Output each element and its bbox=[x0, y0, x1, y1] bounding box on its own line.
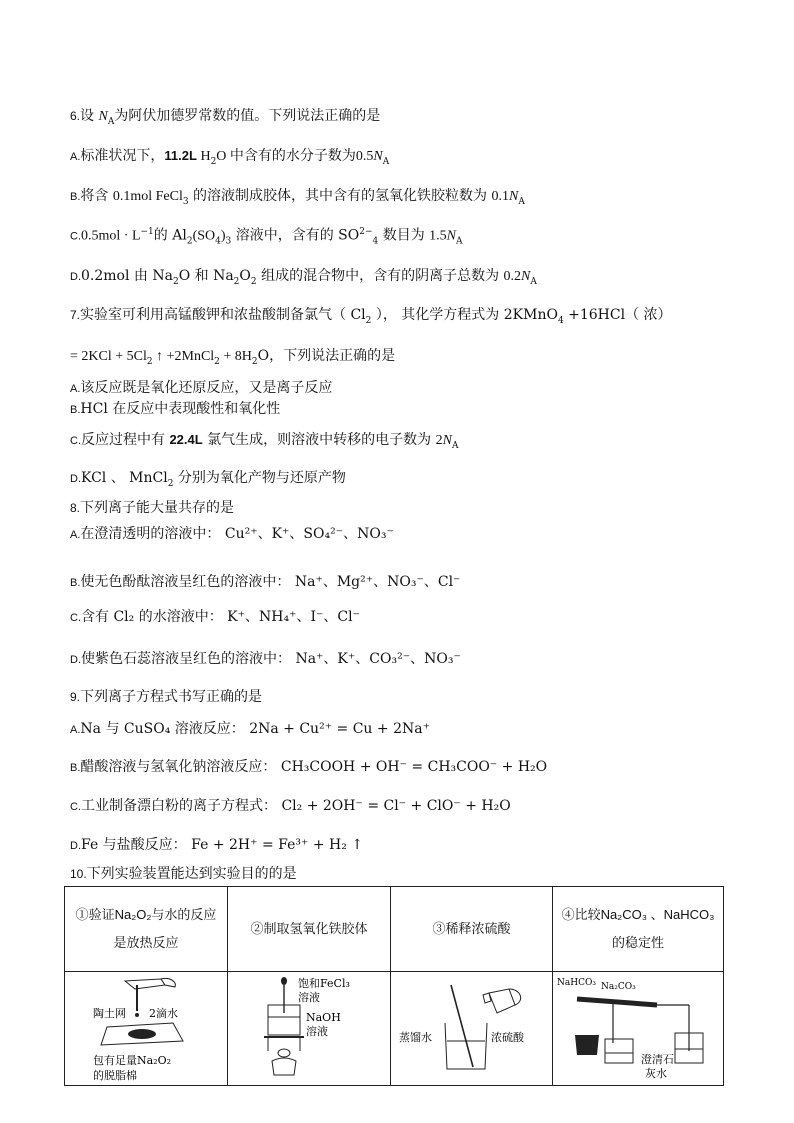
q8-option-a: A.在澄清透明的溶液中： Cu²⁺、K⁺、SO₄²⁻、NO₃⁻ bbox=[70, 526, 394, 542]
dilution-figure bbox=[391, 971, 553, 1085]
label-solution-2: 溶液 bbox=[306, 1025, 328, 1038]
q8-option-b: B.使无色酚酞溶液呈红色的溶液中： Na⁺、Mg²⁺、NO₃⁻、Cl⁻ bbox=[70, 574, 461, 590]
figure-cell-3 bbox=[391, 971, 553, 1085]
q7-option-a: A.该反应既是氧化还原反应，又是离子反应 bbox=[70, 380, 333, 396]
stability-figure bbox=[553, 971, 723, 1085]
label-two-drops-water: 2滴水 bbox=[149, 1007, 178, 1020]
table-header-2: ②制取氢氧化铁胶体 bbox=[228, 887, 391, 971]
colloid-figure bbox=[228, 971, 391, 1085]
table-header-4: ④比较Na₂CO₃ 、NaHCO₃的稳定性 bbox=[561, 907, 715, 950]
label-naoh: NaOH bbox=[306, 1011, 341, 1024]
label-conc-sulfuric-acid: 浓硫酸 bbox=[491, 1031, 524, 1044]
q6-option-d: D.0.2mol 由 $Na_2O$ 和 $Na_2O_2$ 组成的混合物中，含有的阴离子总数为 $0.2N_A$ bbox=[70, 268, 537, 287]
label-cotton: 的脱脂棉 bbox=[93, 1069, 137, 1082]
label-nahco3: NaHCO₃ bbox=[557, 978, 596, 988]
q8-option-d: D.使紫色石蕊溶液呈红色的溶液中： Na⁺、K⁺、CO₃²⁻、NO₃⁻ bbox=[70, 651, 461, 667]
label-limewater-1: 澄清石 bbox=[641, 1053, 674, 1066]
na2o2-water-figure bbox=[65, 971, 228, 1085]
label-limewater-2: 灰水 bbox=[645, 1067, 667, 1080]
label-ceramic-mesh: 陶土网 bbox=[93, 1007, 126, 1020]
q6-option-a: A.标准状况下，11.2L $H_2O$ 中含有的水分子数为$0.5N_A$ bbox=[70, 148, 390, 167]
figure-cell-2 bbox=[228, 971, 391, 1085]
figure-cell-4 bbox=[553, 971, 723, 1085]
q7-option-c: C.反应过程中有 22.4L 氯气生成，则溶液中转移的电子数为 $2N_A$ bbox=[70, 432, 459, 451]
q9-stem: 9.下列离子方程式书写正确的是 bbox=[70, 689, 263, 705]
q6-stem: 6.设 $N_A$为阿伏加德罗常数的值。下列说法正确的是 bbox=[70, 108, 381, 127]
q7-equation: = $2KCl + 5Cl_2$ ↑ +2MnCl$_2$ + $8H_2O$，下列说法正确的是 bbox=[70, 348, 396, 367]
q8-option-c: C.含有 Cl₂ 的水溶液中： K⁺、NH₄⁺、I⁻、Cl⁻ bbox=[70, 609, 360, 625]
q9-option-d: D.Fe 与盐酸反应： Fe + 2H⁺ = Fe³⁺ + H₂ ↑ bbox=[70, 837, 364, 853]
q7-stem: 7.实验室可利用高锰酸钾和浓盐酸制备氯气（ $Cl_2$ ）， 其化学方程式为 2KMnO$_4$ +16HCl（ 浓） bbox=[70, 307, 672, 326]
q6-option-c: $C.0.5mol \cdot L^{-1}$的 $Al_2(SO_4)_3$ 溶液中，含有的 $SO^{2-}_4$ 数目为 $1.5N_A$ bbox=[70, 227, 463, 247]
table-header-1: ①验证Na₂O₂与水的反应是放热反应 bbox=[65, 887, 228, 971]
label-distilled-water: 蒸馏水 bbox=[399, 1031, 432, 1044]
q9-option-b: B.醋酸溶液与氢氧化钠溶液反应： CH₃COOH + OH⁻ = CH₃COO⁻ + H₂O bbox=[70, 759, 548, 775]
q6-option-b: B.将含 0.1mol FeCl$_3$ 的溶液制成胶体，其中含有的氢氧化铁胶粒数为 $0.1N_A$ bbox=[70, 188, 525, 207]
label-wrapped-na2o2: 包有足量Na₂O₂ bbox=[93, 1054, 172, 1067]
label-na2co3: Na₂CO₃ bbox=[601, 982, 636, 992]
q7-option-d: D.KCl 、 MnCl$_2$ 分别为氧化产物与还原产物 bbox=[70, 470, 346, 489]
q9-option-a: A.Na 与 CuSO₄ 溶液反应： 2Na + Cu²⁺ = Cu + 2Na⁺ bbox=[70, 721, 430, 737]
q10-stem: 10.下列实验装置能达到实验目的的是 bbox=[70, 866, 297, 882]
label-solution-1: 溶液 bbox=[298, 991, 320, 1004]
table-header-3: ③稀释浓硫酸 bbox=[391, 887, 553, 971]
experiment-table bbox=[64, 886, 724, 1086]
q9-option-c: C.工业制备漂白粉的离子方程式： Cl₂ + 2OH⁻ = Cl⁻ + ClO⁻ + H₂O bbox=[70, 798, 511, 814]
figure-cell-1 bbox=[65, 971, 228, 1085]
label-fecl3: 饱和FeCl₃ bbox=[298, 977, 350, 990]
q8-stem: 8.下列离子能大量共存的是 bbox=[70, 500, 235, 516]
q7-option-b: B.HCl 在反应中表现酸性和氧化性 bbox=[70, 401, 281, 417]
